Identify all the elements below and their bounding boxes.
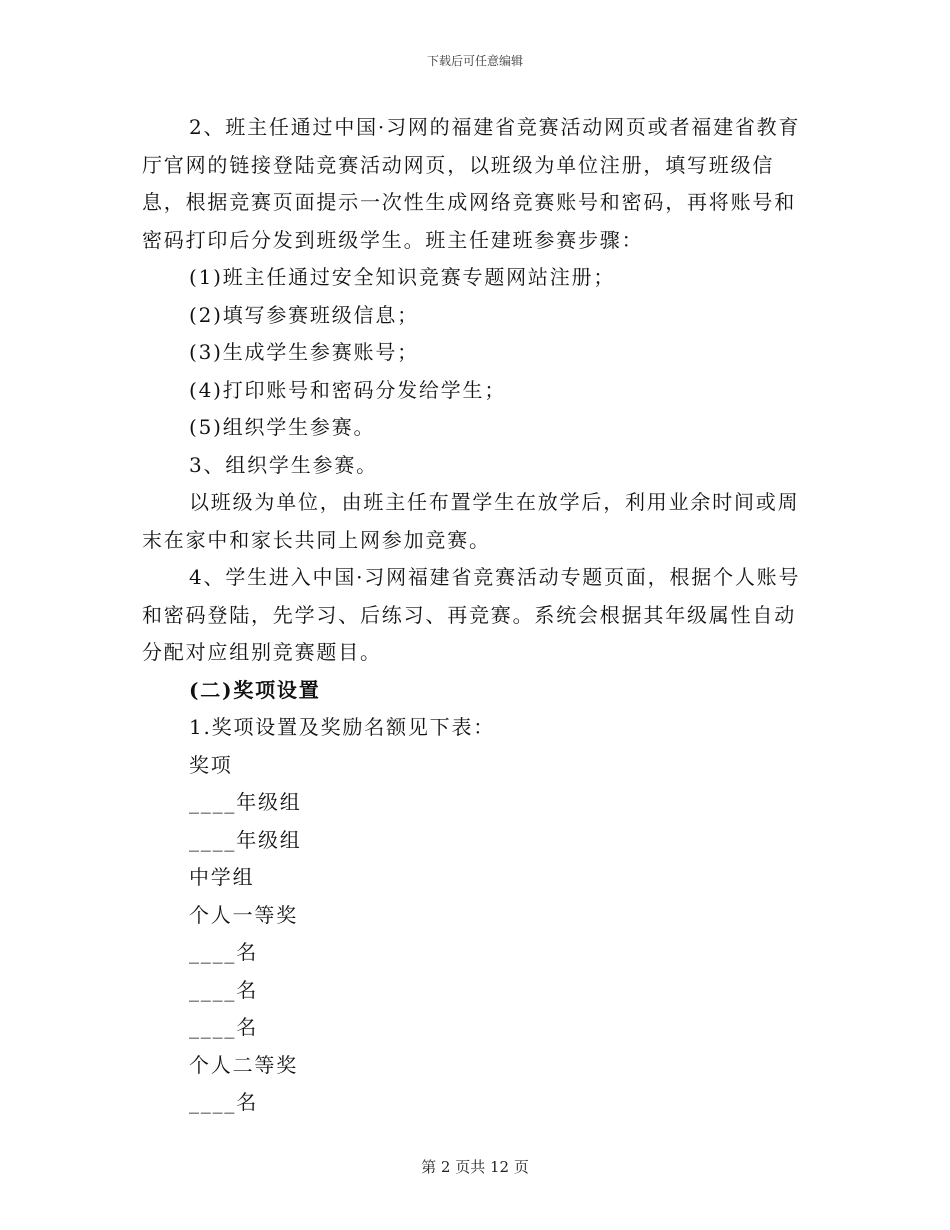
table-line: ____名: [189, 1090, 258, 1114]
table-line: 中学组: [189, 865, 255, 889]
paragraph-step-4: 4、学生进入中国·习网福建省竞赛活动专题页面，根据个人账号和密码登陆，先学习、后练习、再竞赛。系统会根据其年级属性自动分配对应组别竞赛题目。: [142, 565, 801, 664]
table-line: ____名: [189, 940, 258, 964]
paragraph-step-3-title: 3、组织学生参赛。: [189, 452, 378, 477]
table-line: ____年级组: [189, 827, 302, 852]
paragraph-step-2: 2、班主任通过中国·习网的福建省竞赛活动网页或者福建省教育厅官网的链接登陆竞赛活动网页，以班级为单位注册，填写班级信息，根据竞赛页面提示一次性生成网络竞赛账号和密码，再将账号和密码打印后分发到班级学生。班主任建班参赛步骤：: [142, 115, 801, 252]
list-item: (1)班主任通过安全知识竞赛专题网站注册；: [189, 265, 616, 289]
list-item: (4)打印账号和密码分发给学生；: [189, 377, 507, 402]
list-intro: 1.奖项设置及奖励名额见下表：: [189, 715, 496, 739]
page-header: 下载后可任意编辑: [426, 54, 523, 68]
table-line: 奖项: [189, 752, 233, 777]
table-line: ____年级组: [189, 790, 302, 814]
section-heading: (二)奖项设置: [189, 677, 321, 702]
paragraph-step-3-body: 以班级为单位，由班主任布置学生在放学后，利用业余时间或周末在家中和家长共同上网参加竞赛。: [142, 490, 800, 552]
table-line: ____名: [189, 977, 258, 1002]
list-item: (5)组织学生参赛。: [189, 415, 376, 439]
list-item: (2)填写参赛班级信息；: [189, 302, 419, 327]
table-line: 个人一等奖: [189, 902, 298, 927]
page-footer: 第 2 页共 12 页: [421, 1158, 529, 1176]
document-body: [142, 109, 812, 1122]
table-line: ____名: [189, 1015, 258, 1039]
table-line: 个人二等奖: [189, 1052, 298, 1077]
list-item: (3)生成学生参赛账号；: [189, 340, 419, 364]
